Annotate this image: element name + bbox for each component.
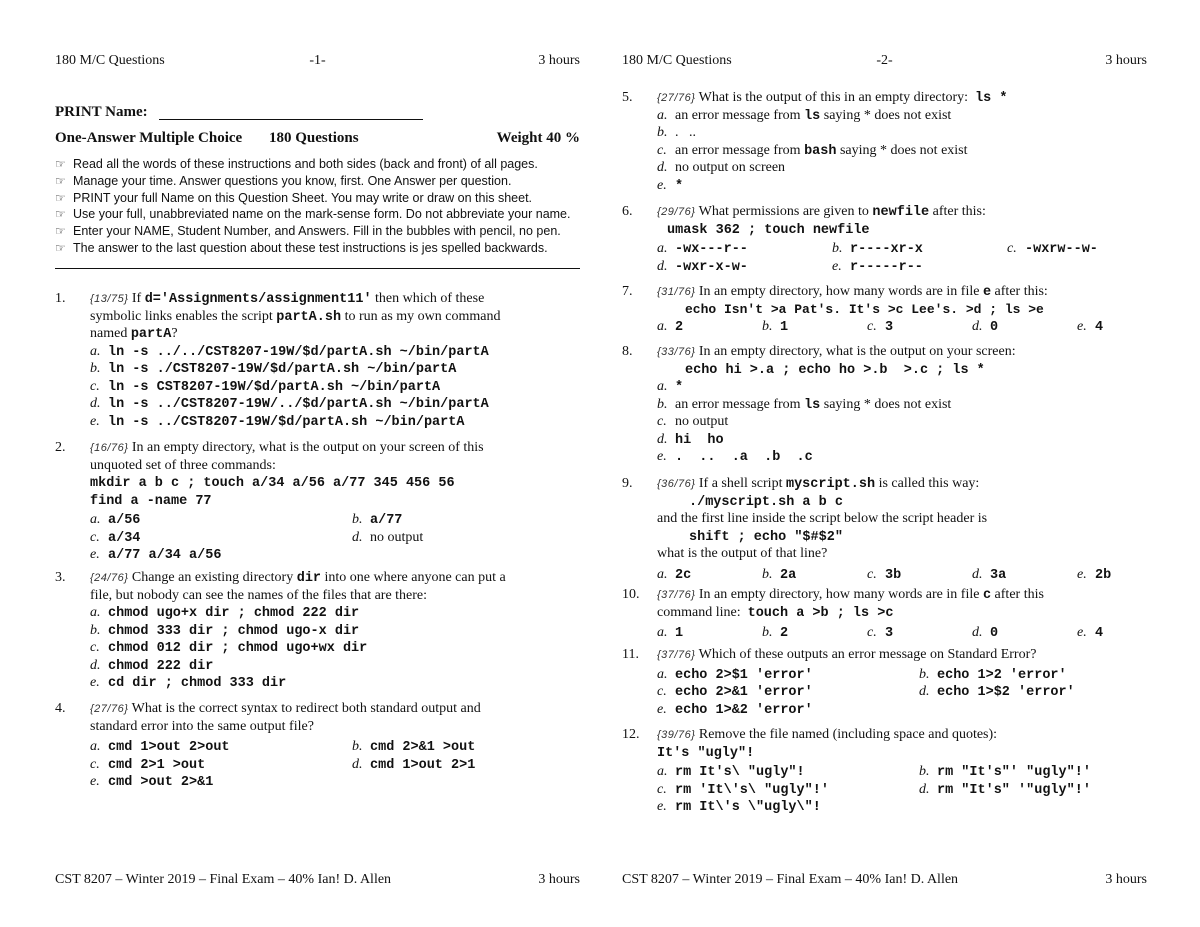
question-ref: {33/76} — [657, 346, 696, 358]
exam-page-2: 180 M/C Questions -2- 3 hours 5. {27/76} What is the output of this in an empty directory: ls * a. an error message from ls saying * does not exist b. . .. c. an error message from bash saying * does not exist d. no output on screen e. * 6. {29/76} What permissions are given to newfile after this: umask 362 ; touch newfile a. -wx---r-- b. r----xr-x c. -wxrw--w- d. -wxr-x-w- e. r-----r-- 7. {31/76} In an empty directory, how many words are in file e after this: echo Isn't >a Pat's. It's >c Lee's. >d ; ls >e a. 2 b. 1 c. 3 d. 0 e. 4 8. {33/76} In an empty directory, what is the output on your screen: echo hi >.a ; echo ho >.b >.c ; ls * a. * b. an error message from ls saying * does not exist c. no output d. hi ho e. . .. .a .b .c 9. {36/76} If a shell script myscript.sh is called this way: ./myscript.sh a b c and the first line inside the script below the script header is shift ; echo "$#$2" what is the output of that line? a. 2c b. 2a c. 3b d. 3a e. 2b 10. {37/76} In an empty directory, how many words are in file c after this command line: touch a >b ; ls >c a. 1 b. 2 c. 3 d. 0 e. 4 11. {37/76} Which of these outputs an error message on Standard Error? a. echo 2>$1 'error' b. echo 1>2 'error' c. echo 2>&1 'error' d. echo 1>$2 'error' e. echo 1>&2 'error' 12. {39/76} Remove the file named (including space and quotes): It's "ugly"! a. rm It's\ "ugly"! b. rm "It's"' "ugly"!' c. rm 'It\'s\ "ugly"!' d. rm "It's" '"ugly"!' e. rm It\'s \"ugly\"! CST 8207 – Winter 2019 – Final Exam – 40% Ian! D. Allen 3 hours — [622, 53, 1147, 887]
answer-option[interactable]: a. 1 — [657, 625, 684, 641]
question-ref: {13/75} — [90, 293, 129, 305]
code-snippet: echo hi >.a ; echo ho >.b >.c ; ls * — [685, 362, 985, 378]
answer-option[interactable]: b. ln -s ./CST8207-19W/$d/partA.sh ~/bin/partA — [90, 361, 457, 377]
answer-option[interactable]: c. 3b — [867, 566, 902, 583]
answer-option[interactable]: d. no output — [352, 529, 424, 545]
question-number: 6. — [622, 204, 633, 219]
answer-option[interactable]: e. 4 — [1077, 319, 1104, 335]
answer-option[interactable]: a. rm It's\ "ugly"! — [657, 764, 805, 780]
question-number: 9. — [622, 476, 633, 491]
question-number: 11. — [622, 647, 639, 662]
code-snippet: mkdir a b c ; touch a/34 a/56 a/77 345 456 56 — [90, 476, 455, 491]
pointing-hand-icon: ☞ — [55, 207, 66, 222]
answer-option[interactable]: d. -wxr-x-w- — [657, 258, 748, 275]
answer-option[interactable]: b. 2a — [762, 566, 797, 583]
answer-option[interactable]: c. no output — [657, 414, 729, 429]
answer-option[interactable]: e. * — [657, 177, 684, 194]
exam-page-1: 180 M/C Questions -1- 3 hours PRINT Name: One-Answer Multiple Choice 180 Questions Weight 40 % ☞ Read all the words of these instructions and both sides (back and front) of all pages. ☞ Manage your time. Answer questions you know, first. One Answer per question. ☞ PRINT your full Name on this Question Sheet. You may write or draw on this sheet. ☞ Use your full, unabbreviated name on the mark-sense form. Do not abbreviate your name. ☞ Enter your NAME, Student Number, and Answers. Fill in the bubbles with pencil, no pen. ☞ The answer to the last question about these test instructions is jes spelled backwards. 1. {13/75} If d='Assignments/assignment11' then which of these symbolic links enables the script partA.sh to run as my own command named partA? a. ln -s ../../CST8207-19W/$d/partA.sh ~/bin/partA b. ln -s ./CST8207-19W/$d/partA.sh ~/bin/partA c. ln -s CST8207-19W/$d/partA.sh ~/bin/partA d. ln -s ../CST8207-19W/../$d/partA.sh ~/bin/partA e. ln -s ../CST8207-19W/$d/partA.sh ~/bin/partA 2. {16/76} In an empty directory, what is the output on your screen of this unquoted set of three commands: mkdir a b c ; touch a/34 a/56 a/77 345 456 56 find a -name 77 a. a/56 b. a/77 c. a/34 d. no output e. a/77 a/34 a/56 3. {24/76} Change an existing directory dir into one where anyone can put a file, but nobody can see the names of the files that are there: a. chmod ugo+x dir ; chmod 222 dir b. chmod 333 dir ; chmod ugo-x dir c. chmod 012 dir ; chmod ugo+wx dir d. chmod 222 dir e. cd dir ; chmod 333 dir 4. {27/76} What is the correct syntax to redirect both standard output and standard error into the same output file? a. cmd 1>out 2>out b. cmd 2>&1 >out c. cmd 2>1 >out d. cmd 1>out 2>1 e. cmd >out 2>&1 CST 8207 – Winter 2019 – Final Exam – 40% Ian! D. Allen 3 hours — [55, 53, 580, 887]
answer-option[interactable]: e. echo 1>&2 'error' — [657, 701, 813, 718]
answer-option[interactable]: d. hi ho — [657, 431, 724, 448]
answer-option[interactable]: e. 4 — [1077, 625, 1104, 641]
answer-option[interactable]: d. echo 1>$2 'error' — [919, 684, 1075, 700]
answer-option[interactable]: a. a/56 — [90, 512, 141, 528]
header-course: 180 M/C Questions — [55, 53, 165, 68]
footer-course: CST 8207 – Winter 2019 – Final Exam – 40% Ian! D. Allen — [55, 872, 392, 887]
question-number: 4. — [55, 701, 66, 716]
question-number: 2. — [55, 440, 66, 455]
instruction-item: ☞ The answer to the last question about these test instructions is jes spelled backwards. — [55, 240, 548, 255]
pointing-hand-icon: ☞ — [55, 224, 66, 239]
footer-course: CST 8207 – Winter 2019 – Final Exam – 40% Ian! D. Allen — [622, 872, 959, 887]
answer-option[interactable]: c. an error message from bash saying * does not exist — [657, 142, 968, 159]
code-snippet: shift ; echo "$#$2" — [689, 529, 843, 545]
question-ref: {37/76} — [657, 649, 696, 661]
answer-option[interactable]: e. r-----r-- — [832, 258, 923, 275]
answer-option[interactable]: a. 2c — [657, 566, 692, 583]
answer-option[interactable]: a. * — [657, 379, 684, 395]
answer-option[interactable]: b. an error message from ls saying * does not exist — [657, 396, 952, 413]
answer-option[interactable]: a. ln -s ../../CST8207-19W/$d/partA.sh ~/bin/partA — [90, 343, 489, 360]
page-footer — [622, 871, 1147, 889]
question-ref: {27/76} — [90, 703, 129, 715]
page-header — [55, 52, 580, 70]
question-ref: {31/76} — [657, 286, 696, 298]
exam-question-count: 180 Questions — [269, 130, 359, 146]
question-ref: {29/76} — [657, 206, 696, 218]
answer-option[interactable]: b. a/77 — [352, 512, 403, 528]
answer-option[interactable]: d. rm "It's" '"ugly"!' — [919, 781, 1091, 798]
question-number: 7. — [622, 284, 633, 299]
page-header — [622, 52, 1147, 70]
instruction-item: ☞ Read all the words of these instructions and both sides (back and front) of all pages. — [55, 157, 538, 171]
question-ref: {24/76} — [90, 572, 129, 584]
instructions-list — [55, 156, 580, 257]
question-number: 5. — [622, 90, 633, 105]
answer-option[interactable]: e. 2b — [1077, 566, 1112, 583]
exam-weight: Weight 40 % — [496, 130, 580, 146]
answer-option[interactable]: a. an error message from ls saying * does not exist — [657, 107, 952, 124]
answer-option[interactable]: d. 0 — [972, 319, 999, 335]
answer-option[interactable]: d. 3a — [972, 566, 1007, 583]
answer-option[interactable]: c. -wxrw--w- — [1007, 241, 1098, 257]
answer-option[interactable]: a. -wx---r-- — [657, 241, 748, 257]
answer-option[interactable]: e. . .. .a .b .c — [657, 449, 813, 465]
answer-option[interactable]: b. echo 1>2 'error' — [919, 666, 1067, 683]
instruction-item: ☞ Manage your time. Answer questions you know, first. One Answer per question. — [55, 173, 512, 188]
header-duration: 3 hours — [1105, 53, 1147, 68]
question-ref: {36/76} — [657, 478, 696, 490]
question-number: 8. — [622, 344, 633, 359]
exam-title-row — [55, 130, 580, 150]
answer-option[interactable]: d. cmd 1>out 2>1 — [352, 756, 476, 773]
answer-option[interactable]: b. . .. — [657, 125, 696, 140]
answer-option[interactable]: c. cmd 2>1 >out — [90, 756, 206, 773]
question-ref: {39/76} — [657, 729, 696, 741]
exam-type: One-Answer Multiple Choice — [55, 130, 243, 146]
instruction-item: ☞ Enter your NAME, Student Number, and Answers. Fill in the bubbles with pencil, no pen. — [55, 224, 561, 239]
question-ref: {27/76} — [657, 92, 696, 104]
answer-option[interactable]: b. 1 — [762, 319, 789, 335]
answer-option[interactable]: a. chmod ugo+x dir ; chmod 222 dir — [90, 605, 360, 621]
answer-option[interactable]: a. cmd 1>out 2>out — [90, 739, 230, 755]
pointing-hand-icon: ☞ — [55, 173, 66, 188]
divider — [55, 268, 580, 269]
question-number: 12. — [622, 727, 640, 742]
footer-duration: 3 hours — [1105, 872, 1147, 887]
answer-option[interactable]: c. rm 'It\'s\ "ugly"!' — [657, 781, 829, 798]
answer-option[interactable]: a. 2 — [657, 319, 684, 335]
answer-option[interactable]: a. echo 2>$1 'error' — [657, 666, 813, 683]
header-page-number: -2- — [876, 53, 893, 68]
answer-option[interactable]: c. ln -s CST8207-19W/$d/partA.sh ~/bin/partA — [90, 378, 441, 395]
page-footer — [55, 871, 580, 889]
answer-option[interactable]: b. cmd 2>&1 >out — [352, 739, 476, 755]
pointing-hand-icon: ☞ — [55, 157, 66, 171]
print-name-label: PRINT Name: — [55, 104, 148, 120]
question-ref: {37/76} — [657, 589, 696, 601]
answer-option[interactable]: e. a/77 a/34 a/56 — [90, 547, 222, 563]
header-course: 180 M/C Questions — [622, 53, 732, 68]
question-ref: {16/76} — [90, 442, 129, 454]
answer-option[interactable]: c. 3 — [867, 625, 894, 641]
answer-option[interactable]: d. chmod 222 dir — [90, 657, 214, 674]
code-snippet: ./myscript.sh a b c — [689, 494, 843, 510]
instruction-item: ☞ Use your full, unabbreviated name on the mark-sense form. Do not abbreviate your name. — [55, 207, 571, 222]
answer-option[interactable]: c. chmod 012 dir ; chmod ugo+wx dir — [90, 640, 368, 656]
answer-option[interactable]: e. rm It\'s \"ugly\"! — [657, 799, 821, 815]
footer-duration: 3 hours — [538, 872, 580, 887]
answer-option[interactable]: b. rm "It's"' "ugly"!' — [919, 764, 1091, 780]
question-number: 10. — [622, 587, 640, 602]
answer-option[interactable]: d. 0 — [972, 625, 999, 641]
answer-option[interactable]: e. cd dir ; chmod 333 dir — [90, 675, 287, 691]
answer-option[interactable]: c. 3 — [867, 319, 894, 335]
answer-option[interactable]: d. no output on screen — [657, 160, 786, 175]
code-snippet: umask 362 ; touch newfile — [667, 222, 870, 238]
answer-option[interactable]: b. chmod 333 dir ; chmod ugo-x dir — [90, 622, 360, 639]
answer-option[interactable]: b. r----xr-x — [832, 241, 923, 257]
code-snippet: It's "ugly"! — [657, 745, 755, 761]
answer-option[interactable]: d. ln -s ../CST8207-19W/../$d/partA.sh ~/bin/partA — [90, 396, 489, 412]
answer-option[interactable]: e. ln -s ../CST8207-19W/$d/partA.sh ~/bin/partA — [90, 413, 465, 430]
code-snippet: find a -name 77 — [90, 493, 212, 509]
question-number: 1. — [55, 291, 66, 306]
pointing-hand-icon: ☞ — [55, 190, 66, 205]
answer-option[interactable]: e. cmd >out 2>&1 — [90, 774, 214, 790]
pointing-hand-icon: ☞ — [55, 240, 66, 255]
print-name-blank — [159, 119, 423, 120]
code-snippet: echo Isn't >a Pat's. It's >c Lee's. >d ; ls >e — [685, 301, 1044, 317]
header-page-number: -1- — [309, 53, 326, 68]
header-duration: 3 hours — [538, 53, 580, 68]
answer-option[interactable]: c. echo 2>&1 'error' — [657, 684, 813, 700]
answer-option[interactable]: c. a/34 — [90, 529, 141, 546]
instruction-item: ☞ PRINT your full Name on this Question Sheet. You may write or draw on this sheet. — [55, 190, 533, 205]
question-number: 3. — [55, 570, 66, 585]
answer-option[interactable]: b. 2 — [762, 625, 789, 641]
